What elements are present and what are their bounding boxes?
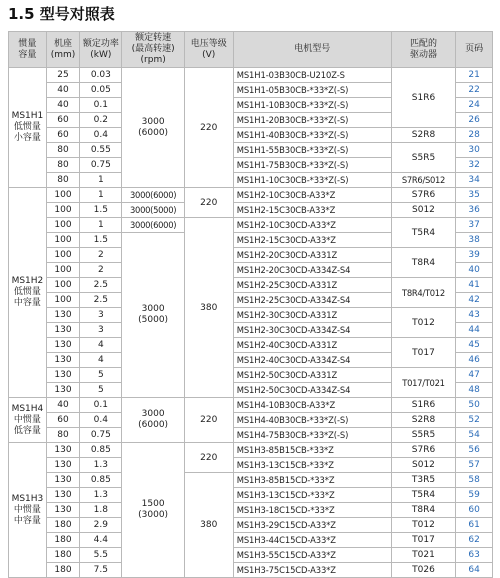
power-cell: 0.1 bbox=[80, 98, 122, 113]
table-row bbox=[9, 548, 493, 563]
voltage-cell: 380 bbox=[184, 218, 233, 398]
page-link[interactable]: 50 bbox=[456, 398, 493, 413]
power-cell: 1 bbox=[80, 188, 122, 203]
power-cell: 0.05 bbox=[80, 83, 122, 98]
motor-model-cell: MS1H3-44C15CD-A33*Z bbox=[233, 533, 391, 548]
header-voltage: 电压等级 (V) bbox=[184, 32, 233, 68]
motor-model-cell: MS1H2-20C30CD-A334Z-S4 bbox=[233, 263, 391, 278]
table-row bbox=[9, 368, 493, 383]
page-link[interactable]: 54 bbox=[456, 428, 493, 443]
speed-cell: 3000 (6000) bbox=[122, 398, 184, 443]
table-row bbox=[9, 503, 493, 518]
frame-cell: 80 bbox=[46, 158, 79, 173]
motor-model-cell: MS1H1-40B30CB-*33*Z(-S) bbox=[233, 128, 391, 143]
page-link[interactable]: 45 bbox=[456, 338, 493, 353]
power-cell: 1 bbox=[80, 173, 122, 188]
page-link[interactable]: 40 bbox=[456, 263, 493, 278]
frame-cell: 60 bbox=[46, 128, 79, 143]
driver-cell: T012 bbox=[391, 308, 456, 338]
page-title: 1.5 型号对照表 bbox=[8, 5, 115, 23]
motor-model-cell: MS1H2-10C30CD-A33*Z bbox=[233, 218, 391, 233]
frame-cell: 130 bbox=[46, 368, 79, 383]
frame-cell: 180 bbox=[46, 533, 79, 548]
power-cell: 2 bbox=[80, 263, 122, 278]
frame-cell: 100 bbox=[46, 218, 79, 233]
power-cell: 1 bbox=[80, 218, 122, 233]
motor-model-cell: MS1H2-10C30CB-A33*Z bbox=[233, 188, 391, 203]
page-link[interactable]: 28 bbox=[456, 128, 493, 143]
frame-cell: 100 bbox=[46, 248, 79, 263]
frame-cell: 40 bbox=[46, 398, 79, 413]
voltage-cell: 220 bbox=[184, 68, 233, 188]
power-cell: 4 bbox=[80, 338, 122, 353]
driver-cell: S7R6/S012 bbox=[391, 173, 456, 188]
frame-cell: 130 bbox=[46, 488, 79, 503]
driver-cell: S7R6 bbox=[391, 443, 456, 458]
driver-cell: S012 bbox=[391, 203, 456, 218]
voltage-cell: 380 bbox=[184, 473, 233, 578]
page-link[interactable]: 39 bbox=[456, 248, 493, 263]
motor-model-cell: MS1H2-15C30CD-A33*Z bbox=[233, 233, 391, 248]
motor-model-cell: MS1H2-25C30CD-A334Z-S4 bbox=[233, 293, 391, 308]
power-cell: 1.3 bbox=[80, 458, 122, 473]
motor-model-cell: MS1H2-15C30CB-A33*Z bbox=[233, 203, 391, 218]
motor-model-cell: MS1H4-10B30CB-A33*Z bbox=[233, 398, 391, 413]
motor-model-cell: MS1H2-30C30CD-A334Z-S4 bbox=[233, 323, 391, 338]
driver-cell: T5R4 bbox=[391, 218, 456, 248]
motor-model-cell: MS1H2-25C30CD-A331Z bbox=[233, 278, 391, 293]
frame-cell: 25 bbox=[46, 68, 79, 83]
motor-model-cell: MS1H1-10C30CB-*33*Z(-S) bbox=[233, 173, 391, 188]
motor-model-cell: MS1H3-85B15CD-*33*Z bbox=[233, 473, 391, 488]
power-cell: 0.1 bbox=[80, 398, 122, 413]
motor-model-cell: MS1H2-20C30CD-A331Z bbox=[233, 248, 391, 263]
frame-cell: 130 bbox=[46, 458, 79, 473]
driver-cell: S012 bbox=[391, 458, 456, 473]
driver-cell: S5R5 bbox=[391, 143, 456, 173]
page-link[interactable]: 43 bbox=[456, 308, 493, 323]
page-link[interactable]: 62 bbox=[456, 533, 493, 548]
speed-cell: 3000(6000) bbox=[122, 188, 184, 203]
frame-cell: 80 bbox=[46, 173, 79, 188]
table-row bbox=[9, 218, 493, 233]
power-cell: 2 bbox=[80, 248, 122, 263]
motor-model-cell: MS1H1-75B30CB-*33*Z(-S) bbox=[233, 158, 391, 173]
motor-model-cell: MS1H1-55B30CB-*33*Z(-S) bbox=[233, 143, 391, 158]
page-link[interactable]: 64 bbox=[456, 563, 493, 578]
table-row bbox=[9, 143, 493, 158]
table-row bbox=[9, 203, 493, 218]
page-link[interactable]: 63 bbox=[456, 548, 493, 563]
driver-cell: T017 bbox=[391, 533, 456, 548]
power-cell: 0.4 bbox=[80, 128, 122, 143]
power-cell: 5 bbox=[80, 368, 122, 383]
frame-cell: 40 bbox=[46, 98, 79, 113]
table-row bbox=[9, 173, 493, 188]
table-row bbox=[9, 428, 493, 443]
power-cell: 5 bbox=[80, 383, 122, 398]
frame-cell: 130 bbox=[46, 308, 79, 323]
page-link[interactable]: 32 bbox=[456, 158, 493, 173]
power-cell: 1.5 bbox=[80, 203, 122, 218]
voltage-cell: 220 bbox=[184, 188, 233, 218]
frame-cell: 100 bbox=[46, 278, 79, 293]
power-cell: 0.75 bbox=[80, 158, 122, 173]
page-link[interactable]: 52 bbox=[456, 413, 493, 428]
series-ms1h3: MS1H3 中惯量 中容量 bbox=[9, 443, 47, 578]
header-page: 页码 bbox=[456, 32, 493, 68]
power-cell: 0.85 bbox=[80, 473, 122, 488]
driver-cell: T8R4/T012 bbox=[391, 278, 456, 308]
frame-cell: 100 bbox=[46, 233, 79, 248]
frame-cell: 130 bbox=[46, 503, 79, 518]
frame-cell: 100 bbox=[46, 203, 79, 218]
motor-model-cell: MS1H3-18C15CD-*33*Z bbox=[233, 503, 391, 518]
table-row bbox=[9, 563, 493, 578]
header-frame: 机座 (mm) bbox=[46, 32, 79, 68]
table-row bbox=[9, 443, 493, 458]
frame-cell: 130 bbox=[46, 443, 79, 458]
speed-cell: 3000 (5000) bbox=[122, 233, 184, 398]
table-row bbox=[9, 518, 493, 533]
frame-cell: 100 bbox=[46, 188, 79, 203]
page-link[interactable]: 48 bbox=[456, 383, 493, 398]
motor-model-cell: MS1H2-50C30CD-A334Z-S4 bbox=[233, 383, 391, 398]
table-row bbox=[9, 398, 493, 413]
driver-cell: T5R4 bbox=[391, 488, 456, 503]
power-cell: 0.2 bbox=[80, 113, 122, 128]
speed-cell: 3000 (6000) bbox=[122, 68, 184, 188]
header-driver: 匹配的 驱动器 bbox=[391, 32, 456, 68]
page-link[interactable]: 37 bbox=[456, 218, 493, 233]
table-row bbox=[9, 128, 493, 143]
series-ms1h4: MS1H4 中惯量 低容量 bbox=[9, 398, 47, 443]
power-cell: 2.9 bbox=[80, 518, 122, 533]
power-cell: 1.8 bbox=[80, 503, 122, 518]
power-cell: 3 bbox=[80, 308, 122, 323]
motor-model-cell: MS1H3-75C15CD-A33*Z bbox=[233, 563, 391, 578]
power-cell: 4.4 bbox=[80, 533, 122, 548]
page-link[interactable]: 61 bbox=[456, 518, 493, 533]
driver-cell: T017/T021 bbox=[391, 368, 456, 398]
power-cell: 1.3 bbox=[80, 488, 122, 503]
power-cell: 0.03 bbox=[80, 68, 122, 83]
table-row bbox=[9, 278, 493, 293]
page-link[interactable]: 47 bbox=[456, 368, 493, 383]
table-row bbox=[9, 188, 493, 203]
frame-cell: 40 bbox=[46, 83, 79, 98]
driver-cell: T8R4 bbox=[391, 248, 456, 278]
frame-cell: 80 bbox=[46, 428, 79, 443]
table-row bbox=[9, 458, 493, 473]
page-link[interactable]: 42 bbox=[456, 293, 493, 308]
voltage-cell: 220 bbox=[184, 398, 233, 443]
driver-cell: T3R5 bbox=[391, 473, 456, 488]
frame-cell: 100 bbox=[46, 293, 79, 308]
header-speed: 额定转速 (最高转速) (rpm) bbox=[122, 32, 184, 68]
page-link[interactable]: 21 bbox=[456, 68, 493, 83]
frame-cell: 80 bbox=[46, 143, 79, 158]
power-cell: 1.5 bbox=[80, 233, 122, 248]
page-link[interactable]: 44 bbox=[456, 323, 493, 338]
motor-model-cell: MS1H3-55C15CD-A33*Z bbox=[233, 548, 391, 563]
power-cell: 7.5 bbox=[80, 563, 122, 578]
driver-cell: S2R8 bbox=[391, 413, 456, 428]
page-link[interactable]: 24 bbox=[456, 98, 493, 113]
power-cell: 0.4 bbox=[80, 413, 122, 428]
motor-model-cell: MS1H1-20B30CB-*33*Z(-S) bbox=[233, 113, 391, 128]
page-link[interactable]: 35 bbox=[456, 188, 493, 203]
frame-cell: 180 bbox=[46, 548, 79, 563]
model-comparison-table bbox=[8, 31, 493, 578]
page-link[interactable]: 59 bbox=[456, 488, 493, 503]
driver-cell: S7R6 bbox=[391, 188, 456, 203]
table-row bbox=[9, 413, 493, 428]
page-link[interactable]: 30 bbox=[456, 143, 493, 158]
power-cell: 0.85 bbox=[80, 443, 122, 458]
motor-model-cell: MS1H1-05B30CB-*33*Z(-S) bbox=[233, 83, 391, 98]
motor-model-cell: MS1H3-13C15CD-*33*Z bbox=[233, 488, 391, 503]
page-link[interactable]: 34 bbox=[456, 173, 493, 188]
header-row bbox=[9, 32, 493, 68]
header-motor: 电机型号 bbox=[233, 32, 391, 68]
frame-cell: 130 bbox=[46, 383, 79, 398]
page-link[interactable]: 56 bbox=[456, 443, 493, 458]
motor-model-cell: MS1H1-03B30CB-U210Z-S bbox=[233, 68, 391, 83]
page-link[interactable]: 26 bbox=[456, 113, 493, 128]
frame-cell: 60 bbox=[46, 113, 79, 128]
driver-cell: T026 bbox=[391, 563, 456, 578]
motor-model-cell: MS1H2-30C30CD-A331Z bbox=[233, 308, 391, 323]
table-row bbox=[9, 68, 493, 83]
page-link[interactable]: 22 bbox=[456, 83, 493, 98]
page-link[interactable]: 38 bbox=[456, 233, 493, 248]
table-row bbox=[9, 473, 493, 488]
page-link[interactable]: 60 bbox=[456, 503, 493, 518]
power-cell: 0.75 bbox=[80, 428, 122, 443]
driver-cell: S1R6 bbox=[391, 398, 456, 413]
driver-cell: S5R5 bbox=[391, 428, 456, 443]
table-row bbox=[9, 488, 493, 503]
frame-cell: 180 bbox=[46, 563, 79, 578]
motor-model-cell: MS1H2-50C30CD-A331Z bbox=[233, 368, 391, 383]
speed-cell: 3000(5000) bbox=[122, 203, 184, 218]
frame-cell: 180 bbox=[46, 518, 79, 533]
motor-model-cell: MS1H2-40C30CD-A331Z bbox=[233, 338, 391, 353]
power-cell: 5.5 bbox=[80, 548, 122, 563]
table-row bbox=[9, 533, 493, 548]
table-row bbox=[9, 338, 493, 353]
frame-cell: 130 bbox=[46, 338, 79, 353]
frame-cell: 100 bbox=[46, 263, 79, 278]
frame-cell: 60 bbox=[46, 413, 79, 428]
driver-cell: T8R4 bbox=[391, 503, 456, 518]
motor-model-cell: MS1H3-85B15CB-*33*Z bbox=[233, 443, 391, 458]
driver-cell: S2R8 bbox=[391, 128, 456, 143]
power-cell: 0.55 bbox=[80, 143, 122, 158]
power-cell: 2.5 bbox=[80, 293, 122, 308]
power-cell: 3 bbox=[80, 323, 122, 338]
series-ms1h2: MS1H2 低惯量 中容量 bbox=[9, 188, 47, 398]
header-inertia: 惯量 容量 bbox=[9, 32, 47, 68]
header-power: 额定功率 (kW) bbox=[80, 32, 122, 68]
page-link[interactable]: 46 bbox=[456, 353, 493, 368]
frame-cell: 130 bbox=[46, 473, 79, 488]
frame-cell: 130 bbox=[46, 323, 79, 338]
page-link[interactable]: 58 bbox=[456, 473, 493, 488]
power-cell: 4 bbox=[80, 353, 122, 368]
table-row bbox=[9, 308, 493, 323]
page-link[interactable]: 57 bbox=[456, 458, 493, 473]
speed-cell: 3000(6000) bbox=[122, 218, 184, 233]
speed-cell: 1500 (3000) bbox=[122, 443, 184, 578]
table-row bbox=[9, 248, 493, 263]
motor-model-cell: MS1H3-29C15CD-A33*Z bbox=[233, 518, 391, 533]
motor-model-cell: MS1H4-75B30CB-*33*Z(-S) bbox=[233, 428, 391, 443]
motor-model-cell: MS1H1-10B30CB-*33*Z(-S) bbox=[233, 98, 391, 113]
page-link[interactable]: 36 bbox=[456, 203, 493, 218]
series-ms1h1: MS1H1 低惯量 小容量 bbox=[9, 68, 47, 188]
driver-cell: S1R6 bbox=[391, 68, 456, 128]
motor-model-cell: MS1H3-13C15CB-*33*Z bbox=[233, 458, 391, 473]
motor-model-cell: MS1H2-40C30CD-A334Z-S4 bbox=[233, 353, 391, 368]
page-link[interactable]: 41 bbox=[456, 278, 493, 293]
driver-cell: T012 bbox=[391, 518, 456, 533]
power-cell: 2.5 bbox=[80, 278, 122, 293]
motor-model-cell: MS1H4-40B30CB-*33*Z(-S) bbox=[233, 413, 391, 428]
driver-cell: T017 bbox=[391, 338, 456, 368]
voltage-cell: 220 bbox=[184, 443, 233, 473]
frame-cell: 130 bbox=[46, 353, 79, 368]
driver-cell: T021 bbox=[391, 548, 456, 563]
